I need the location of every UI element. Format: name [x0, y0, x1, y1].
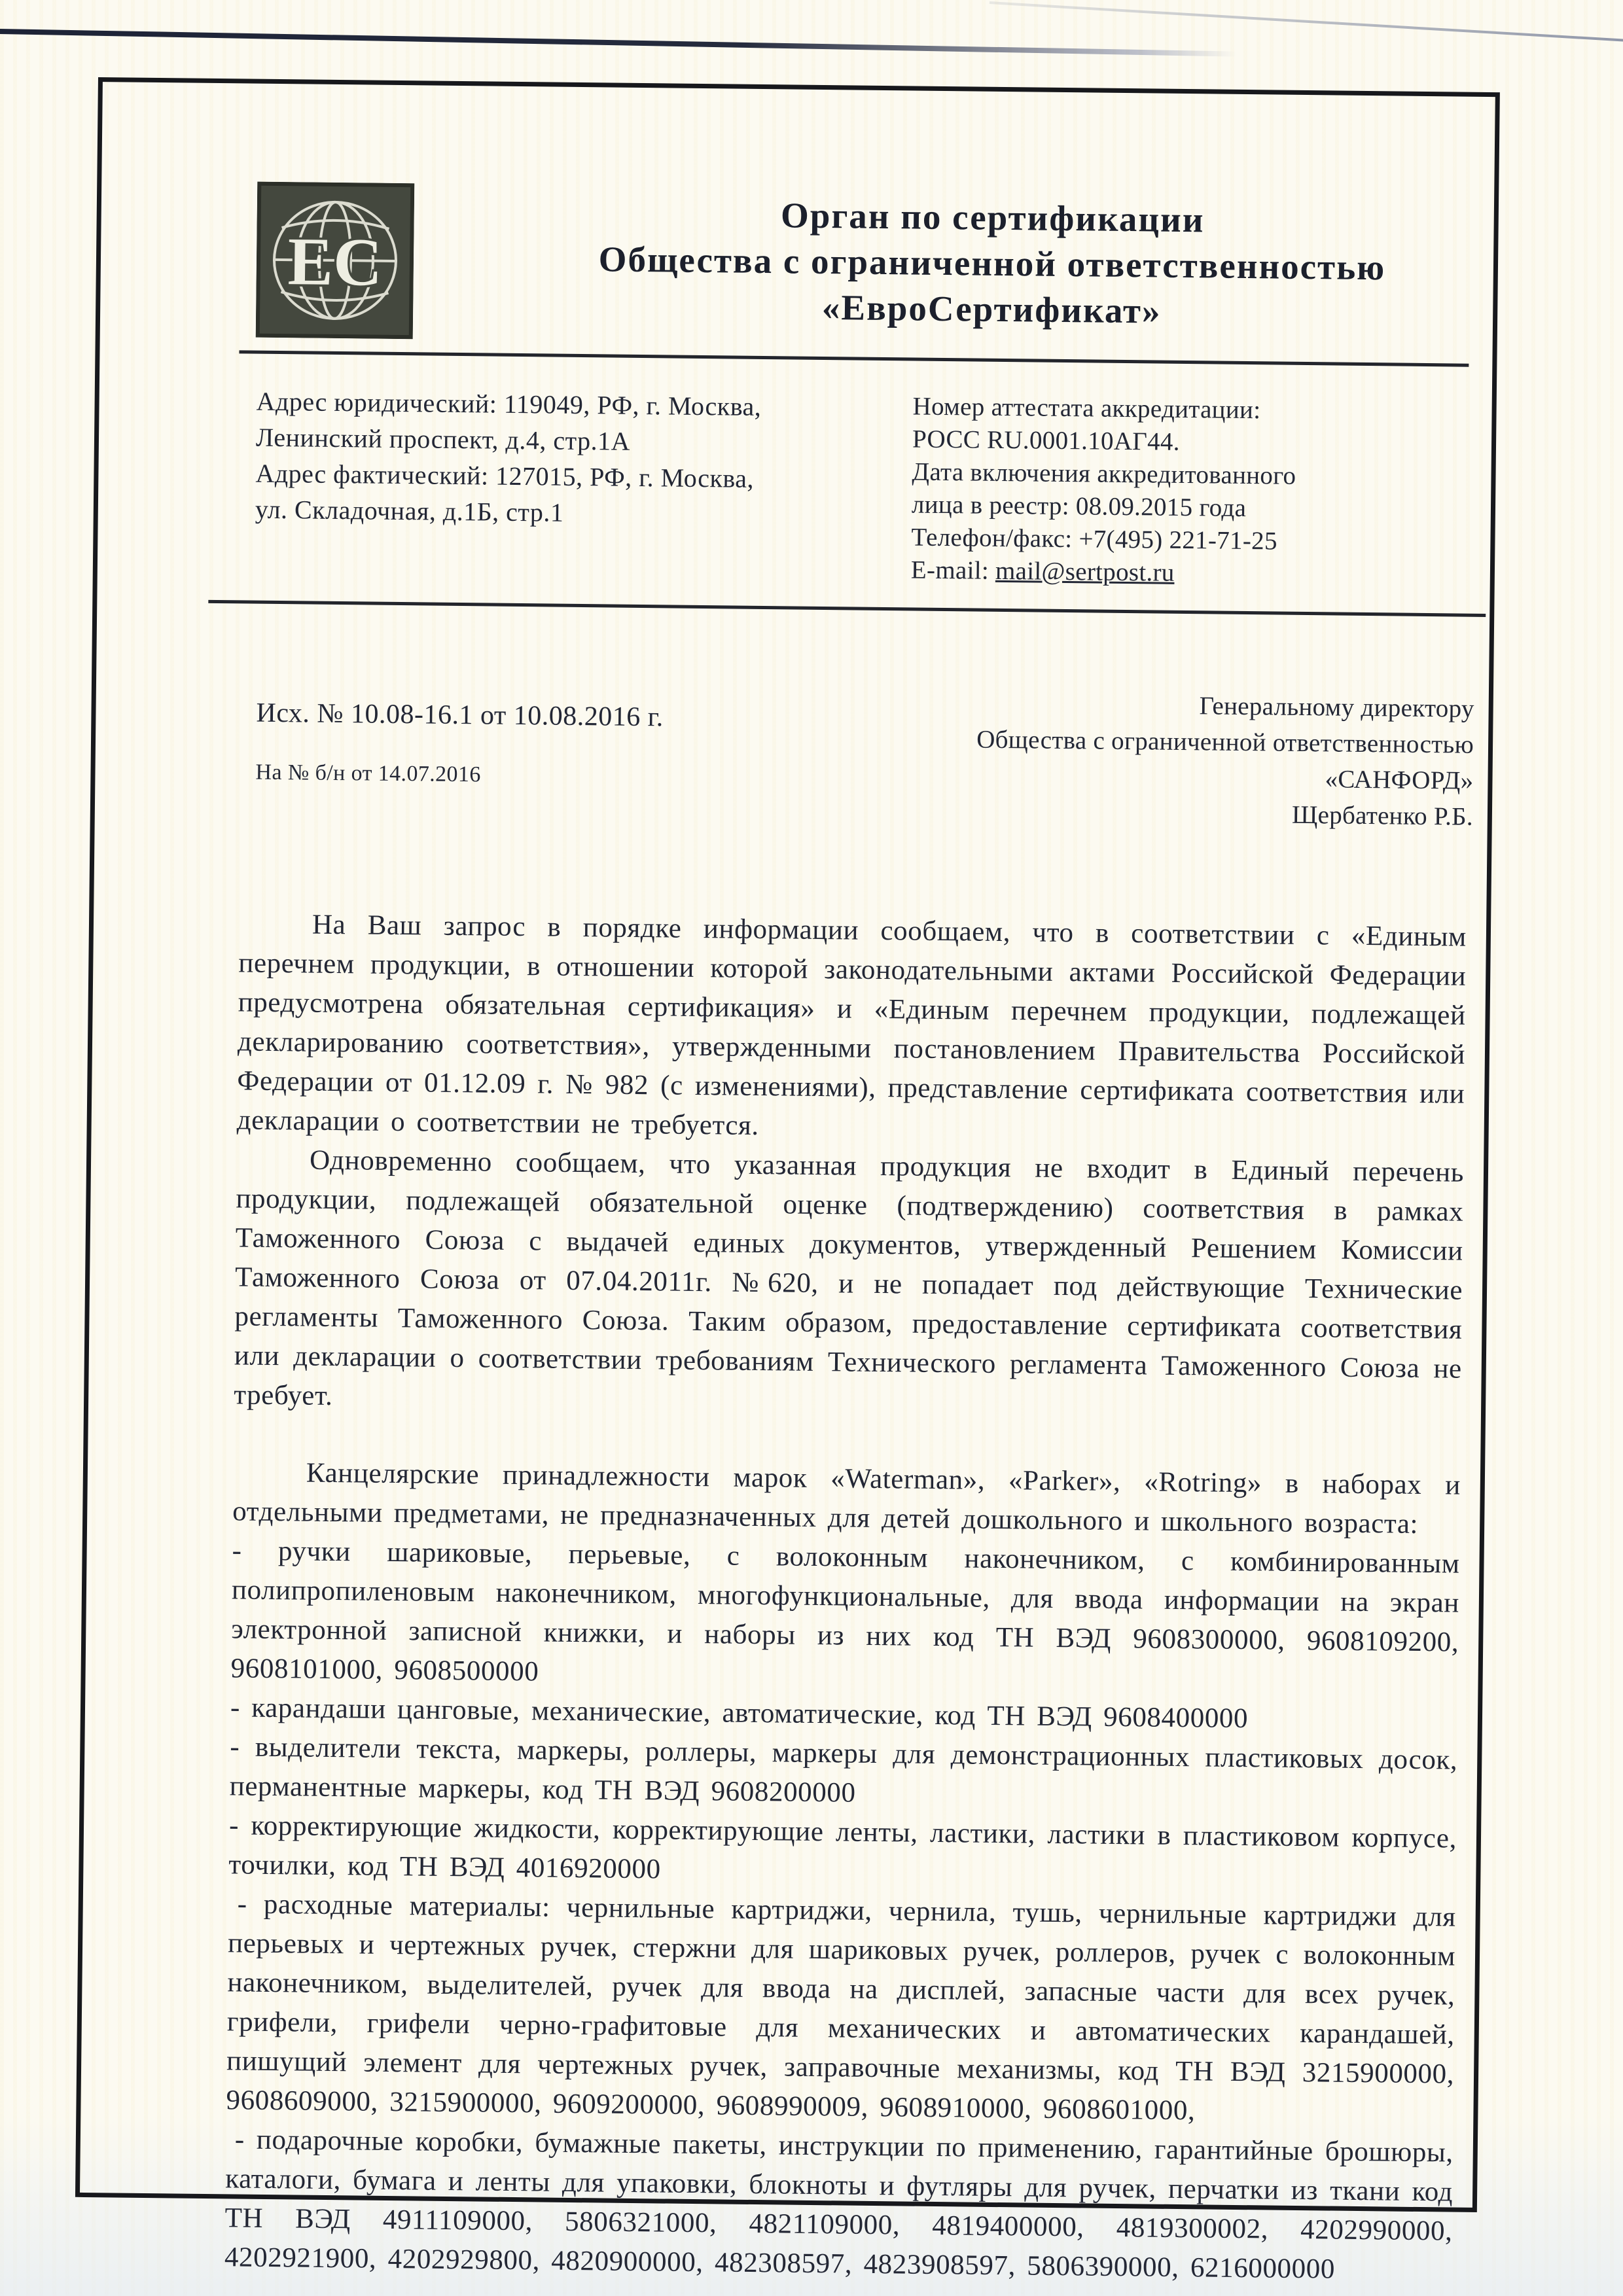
outgoing-reference: Исх. № 10.08-16.1 от 10.08.2016 г. — [256, 698, 664, 733]
eurocert-logo — [256, 182, 415, 340]
body-paragraph: Канцелярские принадлежности марок «Waterman», «Parker», «Rotring» в наборах и отдельными предметами, не предназначенных для детей дошкольного и школьного возраста: — [232, 1457, 1461, 1540]
address-line: Адрес фактический: 127015, РФ, г. Москва, — [255, 458, 755, 493]
letterhead-title-line: «ЕвроСертификат» — [821, 287, 1162, 331]
body-paragraph: Одновременно сообщаем, что указанная продукция не входит в Единый перечень продукции, подлежащей обязательной оценке (подтверждению) соответствия в рамках Таможенного Союза с выдачей единых документов, утвержденный Решением Комиссии Таможенного Союза от 07.04.2011г. №620, и не попадает под действующие Технические регламенты Таможенного Союза. Таким образом, предоставление сертификата соответствия или декларации о соответствии требованиям Технического регламента Таможенного Союза не требует. — [233, 1144, 1465, 1411]
letterhead-title-line: Орган по сертификации — [780, 195, 1205, 240]
reference-block — [255, 698, 664, 790]
accreditation-lines — [911, 390, 1459, 559]
email-link: mail@sertpost.ru — [995, 556, 1175, 587]
address-block — [255, 383, 865, 586]
address-line: Ленинский проспект, д.4, стр.1А — [255, 422, 631, 456]
scan-artifact-line — [0, 29, 1237, 57]
recipient-block — [976, 686, 1474, 835]
accreditation-line: лица в реестр: 08.09.2015 года — [911, 490, 1247, 523]
recipient-line: Щербатенко Р.Б. — [1291, 800, 1474, 831]
letterhead-title-line: Общества с ограниченной ответственностью — [598, 239, 1386, 288]
body-paragraph: - подарочные коробки, бумажные пакеты, инструкции по применению, гарантийные брошюры, каталоги, бумага и ленты для упаковки, блокноты и футляры для ручек, перчатки из ткани код ТН ВЭД 4911109000, 5806321000, 4821109000, 4819400000, 4819300002, 4202990000, 4202921900, 4202929800, 4820900000, 482308597, 4823908597, 5806390000, 6216000000 — [224, 2124, 1454, 2285]
body-paragraph: - корректирующие жидкости, корректирующие ленты, ластики, ластики в пластиковом корпусе, точилки, код ТН ВЭД 4016920000 — [228, 1810, 1457, 1885]
body-paragraph: На Ваш запрос в порядке информации сообщаем, что в соответствии с «Единым перечнем продукции, в отношении которой законодательными актами Российской Федерации предусмотрена обязательная сертификация» и «Единым перечнем продукции, подлежащей декларированию соответствия», утвержденными постановлением Правительства Российской Федерации от 01.12.09 г. № 982 (с изменениями), представление сертификата соответствия или декларации о соответствии не требуется. — [236, 909, 1467, 1142]
globe-ec-icon — [256, 182, 415, 340]
letter-frame — [75, 77, 1500, 2285]
address-line: Адрес юридический: 119049, РФ, г. Москва, — [256, 386, 762, 421]
accreditation-line: Номер аттестата аккредитации: — [912, 392, 1261, 425]
address-line: ул. Складочная, д.1Б, стр.1 — [255, 494, 564, 527]
accreditation-line: Дата включения аккредитованного — [912, 457, 1296, 490]
contact-divider — [208, 600, 1486, 617]
recipient-line: «САНФОРД» — [1325, 765, 1474, 795]
email-label: E-mail: — [910, 556, 996, 585]
recipient-line: Общества с ограниченной ответственностью — [976, 725, 1474, 759]
incoming-reference: На № б/н от 14.07.2016 — [255, 760, 481, 787]
contact-row — [255, 383, 1459, 593]
accreditation-block — [911, 390, 1459, 592]
body-paragraph: - ручки шариковые, перьевые, с волоконным наконечником, с комбинированным полипропиленовым наконечником, многофункциональные, для ввода информации на экран электронной записной книжки, и наборы из них код ТН ВЭД 9608300000, 9608109200, 9608101000, 9608500000 — [230, 1535, 1460, 1687]
body-paragraph: - расходные материалы: чернильные картриджи, чернила, тушь, чернильные картриджи для перьевых и чертежных ручек, стержни для шариковых ручек, роллеров, ручек с волоконным наконечником, выделителей, ручек для ввода на дисплей, запасные части для всех ручек, грифели, грифели черно-графитовые для механических и автоматических карандашей, пишущий элемент для чертежных ручек, заправочные механизмы, код ТН ВЭД 3215900000, 9608609000, 3215900000, 9609200000, 9608990009, 9608910000, 9608601000, — [226, 1888, 1456, 2127]
accreditation-line: Телефон/факс: +7(495) 221-71-25 — [911, 523, 1277, 556]
body-paragraph: - выделители текста, маркеры, роллеры, маркеры для демонстрационных пластиковых досок, перманентные маркеры, код ТН ВЭД 9608200000 — [229, 1731, 1458, 1809]
email-line — [911, 554, 1457, 592]
accreditation-line: РОСС RU.0001.10АГ44. — [912, 425, 1181, 456]
logo-letters: ЕС — [287, 224, 383, 300]
header-divider — [239, 350, 1469, 366]
letterhead-title — [499, 190, 1485, 338]
recipient-line: Генеральному директору — [1199, 692, 1474, 723]
scan-artifact-corner-line — [990, 1, 1623, 42]
body-paragraph: - карандаши цанговые, механические, автоматические, код ТН ВЭД 9608400000 — [230, 1692, 1249, 1735]
letter-body — [224, 904, 1467, 2290]
